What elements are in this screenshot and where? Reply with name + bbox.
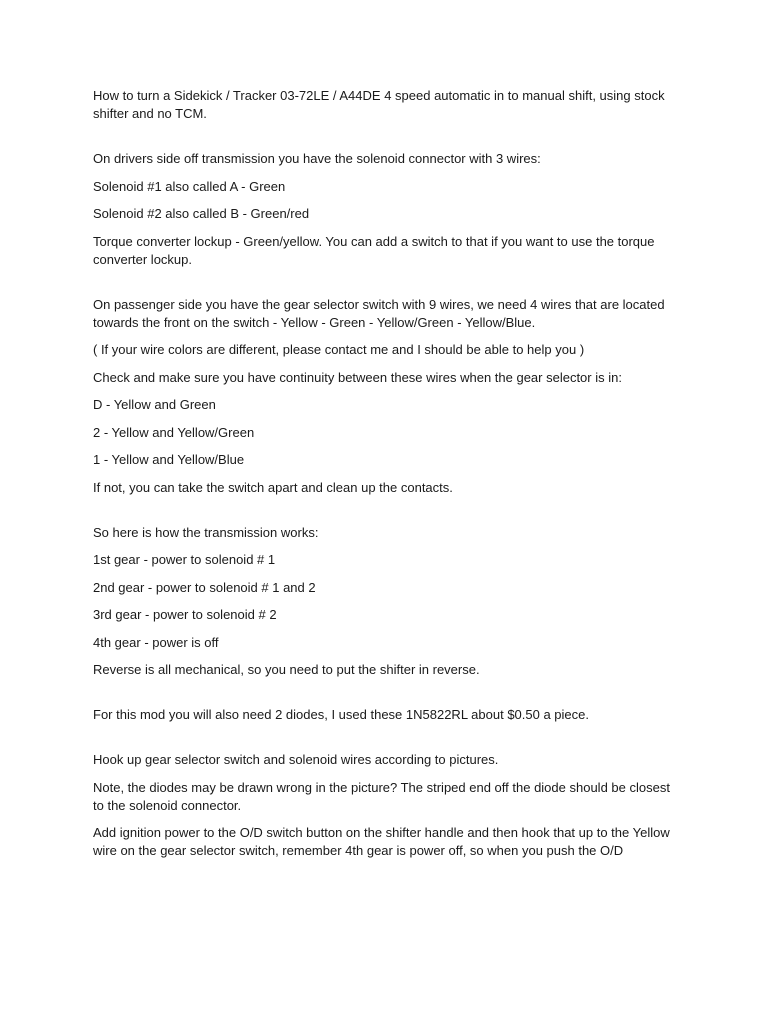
doc-paragraph: Hook up gear selector switch and solenoid wires according to pictures.	[93, 752, 499, 767]
doc-paragraph: Solenoid #2 also called B - Green/red	[93, 206, 310, 221]
doc-paragraph: Torque converter lockup - Green/yellow. You can add a switch to that if you want to use the torque converter lockup.	[93, 233, 655, 267]
doc-paragraph: 1st gear - power to solenoid # 1	[93, 552, 276, 567]
doc-paragraph: 3rd gear - power to solenoid # 2	[93, 607, 277, 622]
doc-paragraph: So here is how the transmission works:	[93, 524, 319, 540]
doc-paragraph: Add ignition power to the O/D switch button on the shifter handle and then hook that up to the Yellow wire on the gear selector switch, remember 4th gear is power off, so when you push the O/D	[93, 825, 670, 858]
doc-paragraph: If not, you can take the switch apart and clean up the contacts.	[93, 479, 453, 495]
doc-paragraph: Solenoid #1 also called A - Green	[93, 178, 286, 194]
doc-paragraph: 4th gear - power is off	[93, 634, 219, 650]
doc-paragraph: 1 - Yellow and Yellow/Blue	[93, 452, 245, 467]
doc-paragraph: 2 - Yellow and Yellow/Green	[93, 424, 255, 440]
document-body	[93, 87, 683, 870]
doc-paragraph: D - Yellow and Green	[93, 397, 216, 412]
doc-paragraph: For this mod you will also need 2 diodes, I used these 1N5822RL about $0.50 a piece.	[93, 707, 589, 722]
doc-paragraph: Note, the diodes may be drawn wrong in the picture? The striped end off the diode should be closest to the solenoid connector.	[93, 779, 670, 813]
doc-paragraph: 2nd gear - power to solenoid # 1 and 2	[93, 579, 316, 595]
doc-paragraph: Check and make sure you have continuity between these wires when the gear selector is in:	[93, 369, 622, 385]
doc-paragraph: On drivers side off transmission you have the solenoid connector with 3 wires:	[93, 151, 541, 166]
doc-paragraph: ( If your wire colors are different, please contact me and I should be able to help you )	[93, 342, 585, 357]
doc-paragraph: Reverse is all mechanical, so you need to put the shifter in reverse.	[93, 662, 480, 677]
doc-paragraph: On passenger side you have the gear selector switch with 9 wires, we need 4 wires that are located towards the front on the switch - Yellow - Green - Yellow/Green - Yellow/Blue.	[93, 296, 665, 330]
doc-title-paragraph: How to turn a Sidekick / Tracker 03-72LE / A44DE 4 speed automatic in to manual shift, using stock shifter and no TCM.	[93, 88, 665, 121]
